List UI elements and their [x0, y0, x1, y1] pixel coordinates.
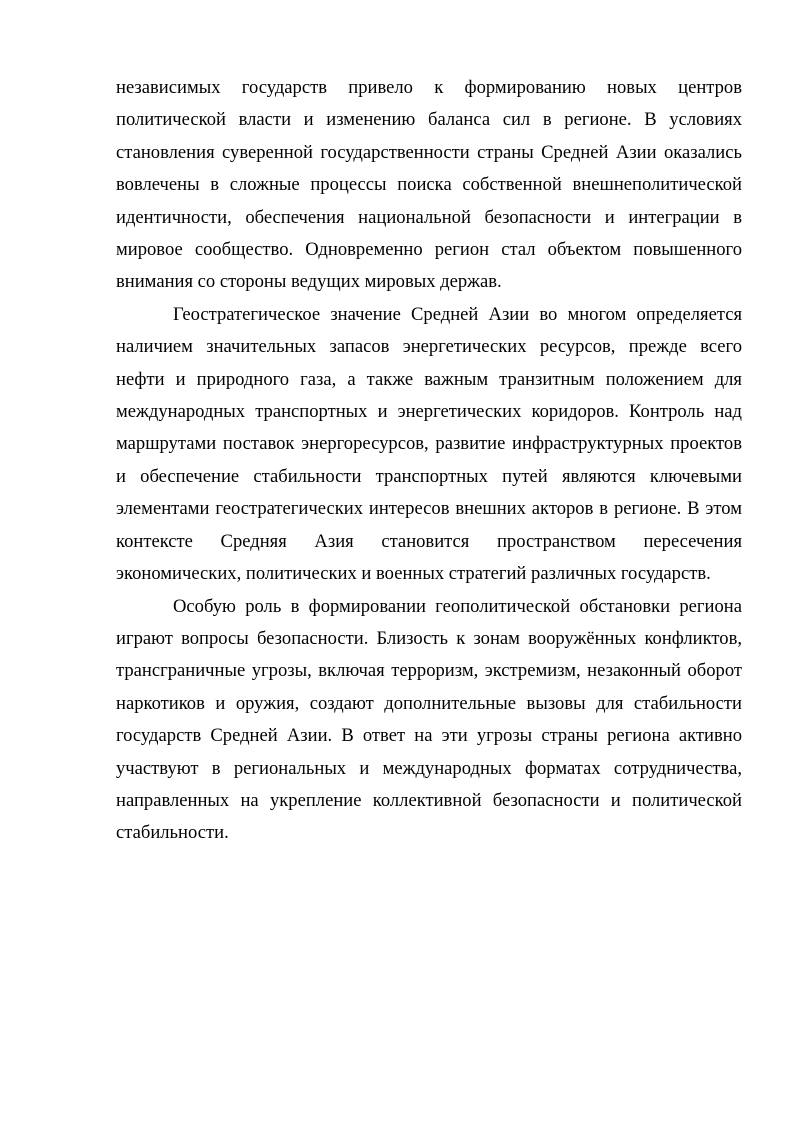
paragraph-3: Особую роль в формировании геополитической обстановки региона играют вопросы безопасности. Близость к зонам вооружённых конфликтов, трансграничные угрозы, включая терроризм, экстремизм, незаконный оборот наркотиков и оружия, создают дополнительные вызовы для стабильности государств Средней Азии. В ответ на эти угрозы страны региона активно участвуют в региональных и международных форматах сотрудничества, направленных на укрепление коллективной безопасности и политической стабильности. — [116, 595, 742, 844]
paragraph-1: независимых государств привело к формированию новых центров политической власти и изменению баланса сил в регионе. В условиях становления суверенной государственности страны Средней Азии оказались вовлечены в сложные процессы поиска собственной внешнеполитической идентичности, обеспечения национальной безопасности и интеграции в мировое сообщество. Одновременно регион стал объектом повышенного внимания со стороны ведущих мировых держав. — [116, 77, 742, 293]
paragraph-2: Геостратегическое значение Средней Азии во многом определяется наличием значительных запасов энергетических ресурсов, прежде всего нефти и природного газа, а также важным транзитным положением для международных транспортных и энергетических коридоров. Контроль над маршрутами поставок энергоресурсов, развитие инфраструктурных проектов и обеспечение стабильности транспортных путей являются ключевыми элементами геостратегических интересов внешних акторов в регионе. В этом контексте Средняя Азия становится пространством пересечения экономических, политических и военных стратегий различных государств. — [116, 303, 742, 585]
document-body — [116, 72, 742, 850]
